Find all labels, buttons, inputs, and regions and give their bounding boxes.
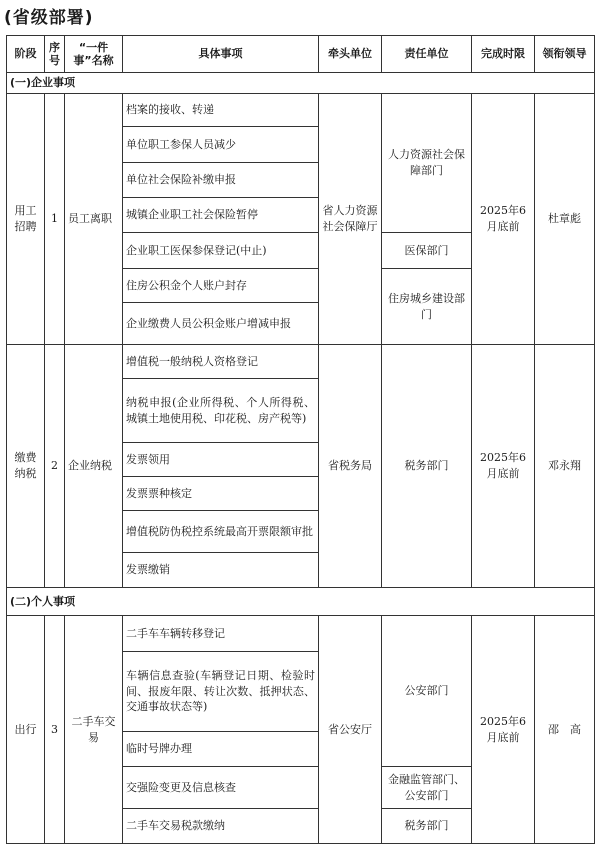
matter-name-cell: 员工离职 [65,94,123,345]
page-title: (省级部署) [4,8,94,28]
header-deadline: 完成时限 [472,36,535,73]
header-items: 具体事项 [123,36,319,73]
table-row [7,616,595,652]
item-cell: 发票票种核定 [123,477,319,511]
header-responsible-unit: 责任单位 [382,36,472,73]
responsible-unit-cell: 金融监管部门、公安部门 [382,767,472,809]
item-cell: 交强险变更及信息核查 [123,767,319,809]
leader-cell: 邵 高 [535,616,595,844]
table-row [7,345,595,379]
header-number: 序号 [45,36,65,73]
table-row [7,94,595,127]
header-leader: 领衔领导 [535,36,595,73]
responsible-unit-cell: 税务部门 [382,809,472,844]
section-row [7,73,595,94]
header-lead-unit: 牵头单位 [319,36,382,73]
lead-unit-cell: 省税务局 [319,345,382,588]
item-cell: 档案的接收、转递 [123,94,319,127]
number-cell: 2 [45,345,65,588]
header-row [7,36,595,73]
item-cell: 城镇企业职工社会保险暂停 [123,198,319,233]
leader-cell: 邓永翔 [535,345,595,588]
matter-name-cell: 企业纳税 [65,345,123,588]
item-cell: 车辆信息查验(车辆登记日期、检验时间、报废年限、转让次数、抵押状态、交通事故状态等) [123,652,319,732]
item-cell: 单位职工参保人员减少 [123,127,319,163]
item-cell: 二手车车辆转移登记 [123,616,319,652]
item-cell: 增值税防伪税控系统最高开票限额审批 [123,511,319,553]
responsible-unit-cell: 人力资源社会保障部门 [382,94,472,233]
responsible-unit-cell: 公安部门 [382,616,472,767]
responsible-unit-cell: 医保部门 [382,233,472,269]
section-title: (二)个人事项 [7,588,595,616]
header-name: “一件事”名称 [65,36,123,73]
item-cell: 住房公积金个人账户封存 [123,269,319,303]
section-row [7,588,595,616]
item-cell: 纳税申报(企业所得税、个人所得税、城镇土地使用税、印花税、房产税等) [123,379,319,443]
matter-name-cell: 二手车交易 [65,616,123,844]
header-stage: 阶段 [7,36,45,73]
stage-cell: 用工招聘 [7,94,45,345]
lead-unit-cell: 省人力资源社会保障厅 [319,94,382,345]
responsible-unit-cell: 住房城乡建设部门 [382,269,472,345]
item-cell: 发票缴销 [123,553,319,588]
item-cell: 临时号牌办理 [123,732,319,767]
lead-unit-cell: 省公安厅 [319,616,382,844]
leader-cell: 杜章彪 [535,94,595,345]
item-cell: 企业缴费人员公积金账户增减申报 [123,303,319,345]
deadline-cell: 2025年6月底前 [472,616,535,844]
item-cell: 单位社会保险补缴申报 [123,163,319,198]
item-cell: 增值税一般纳税人资格登记 [123,345,319,379]
responsible-unit-cell: 税务部门 [382,345,472,588]
stage-cell: 出行 [7,616,45,844]
item-cell: 发票领用 [123,443,319,477]
number-cell: 1 [45,94,65,345]
matters-table [6,35,595,844]
deadline-cell: 2025年6月底前 [472,94,535,345]
item-cell: 二手车交易税款缴纳 [123,809,319,844]
deadline-cell: 2025年6月底前 [472,345,535,588]
section-title: (一)企业事项 [7,73,595,94]
item-cell: 企业职工医保参保登记(中止) [123,233,319,269]
stage-cell: 缴费纳税 [7,345,45,588]
number-cell: 3 [45,616,65,844]
